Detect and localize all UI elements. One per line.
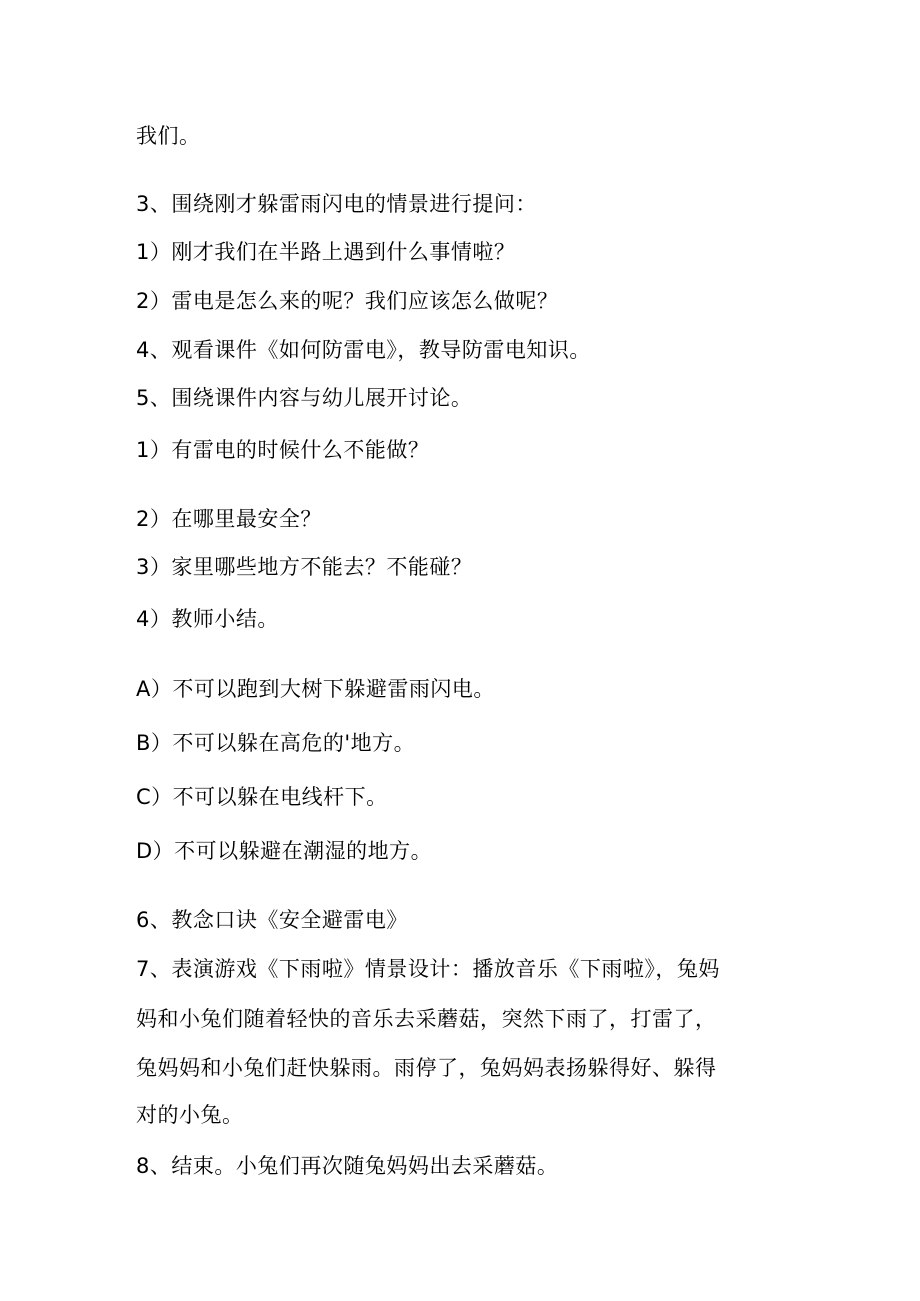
text-line-question-1: 1）刚才我们在半路上遇到什么事情啦？ <box>136 240 516 264</box>
text-line-step-6: 6、教念口诀《安全避雷电》 <box>136 908 408 932</box>
text-line-summary-c: C）不可以躲在电线杆下。 <box>136 785 388 809</box>
text-line-discussion-2: 2）在哪里最安全？ <box>136 507 322 531</box>
text-line-discussion-1: 1）有雷电的时候什么不能做？ <box>136 438 430 462</box>
text-line-step-8: 8、结束。小兔们再次随兔妈妈出去采蘑菇。 <box>136 1154 559 1178</box>
text-line-continuation: 我们。 <box>136 124 201 148</box>
text-line-step-7-cont-3: 对的小兔。 <box>136 1103 244 1127</box>
text-line-discussion-4: 4）教师小结。 <box>136 607 279 631</box>
text-line-discussion-3: 3）家里哪些地方不能去？不能碰？ <box>136 555 473 579</box>
text-line-step-7: 7、表演游戏《下雨啦》情景设计：播放音乐《下雨啦》，兔妈 <box>136 957 720 981</box>
text-line-summary-d: D）不可以躲避在潮湿的地方。 <box>136 839 433 863</box>
text-line-step-3: 3、围绕刚才躲雷雨闪电的情景进行提问： <box>136 192 537 216</box>
text-line-question-2: 2）雷电是怎么来的呢？我们应该怎么做呢？ <box>136 289 559 313</box>
text-line-summary-b: B）不可以躲在高危的'地方。 <box>136 731 416 755</box>
text-line-step-4: 4、观看课件《如何防雷电》，教导防雷电知识。 <box>136 338 591 362</box>
text-line-step-7-cont-1: 妈和小兔们随着轻快的音乐去采蘑菇，突然下雨了，打雷了， <box>136 1007 717 1031</box>
text-line-step-5: 5、围绕课件内容与幼儿展开讨论。 <box>136 386 473 410</box>
text-line-summary-a: A）不可以跑到大树下躲避雷雨闪电。 <box>136 677 495 701</box>
text-line-step-7-cont-2: 兔妈妈和小兔们赶快躲雨。雨停了，兔妈妈表扬躲得好、躲得 <box>136 1056 717 1080</box>
